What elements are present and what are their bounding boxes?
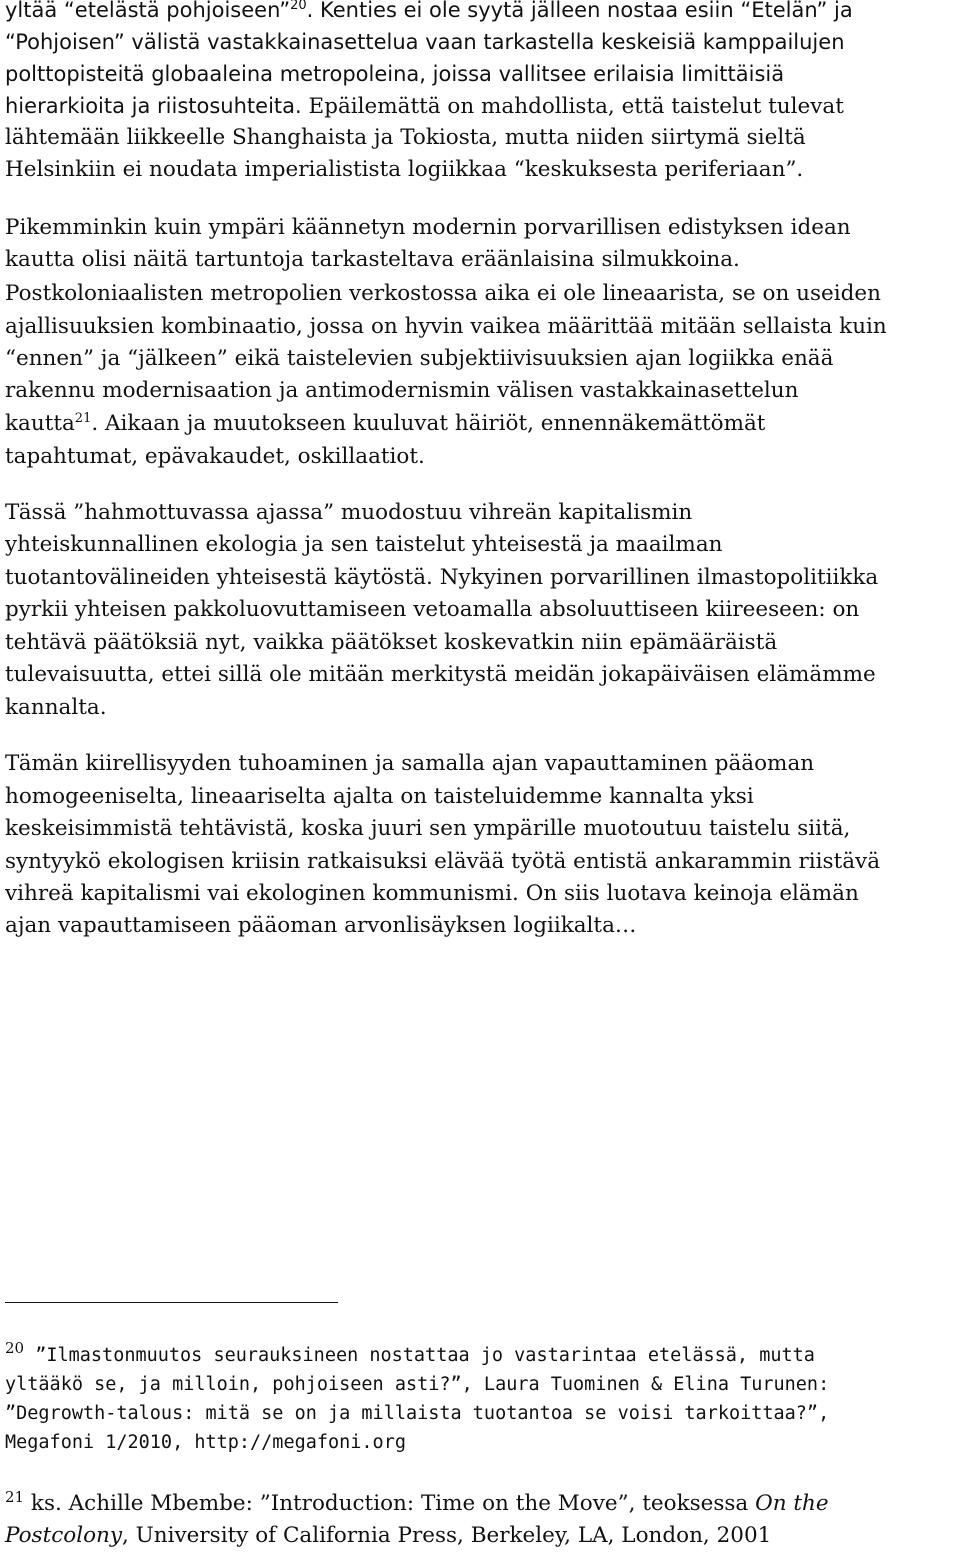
footnote-number: 21 — [5, 1488, 25, 1506]
text-line: keskeisimmistä tehtävistä, koska juuri sen ympärille muotoutuu taistelu siitä, — [5, 816, 851, 841]
text-span: hierarkioita ja riistosuhteita. — [5, 94, 302, 118]
text-line — [5, 90, 844, 123]
footnote-text: , University of California Press, Berkeley, LA, London, 2001 — [122, 1523, 772, 1548]
text-line: yhteiskunnallinen ekologia ja sen taistelut yhteisestä ja maailman — [5, 532, 723, 557]
text-line: tehtävä päätöksiä nyt, vaikka päätökset koskevatkin niin epämääräistä — [5, 630, 778, 655]
book-title: Postcolony — [5, 1523, 123, 1548]
text-line: ajallisuuksien kombinaatio, jossa on hyvin vaikea määrittää mitään sellaista kuin — [5, 314, 887, 339]
footnote-text: ks. Achille Mbembe: ”Introduction: Time on the Move”, teoksessa — [24, 1491, 756, 1516]
text-line: rakennu modernisaation ja antimodernismin välisen vastakkainasettelun — [5, 378, 799, 403]
footnote-text: ”Ilmastonmuutos seurauksineen nostattaa jo vastarintaa etelässä, mutta — [24, 1345, 815, 1366]
text-line: tulevaisuutta, ettei sillä ole mitään merkitystä meidän jokapäiväisen elämämme — [5, 662, 876, 687]
text-line — [5, 408, 765, 440]
text-line: Tämän kiirellisyyden tuhoaminen ja samalla ajan vapauttaminen pääoman — [5, 751, 815, 776]
text-span: kautta — [5, 411, 75, 436]
text-line: Helsinkiin ei noudata imperialistista logiikkaa “keskuksesta periferiaan”. — [5, 157, 804, 182]
text-line: kautta olisi näitä tartuntoja tarkasteltava eräänlaisina silmukkoina. — [5, 247, 740, 272]
text-line: kannalta. — [5, 695, 107, 720]
text-line: tapahtumat, epävakaudet, oskillaatiot. — [5, 444, 425, 469]
text-span: yltää “etelästä pohjoiseen” — [5, 0, 291, 22]
text-line: vihreä kapitalismi vai ekologinen kommunismi. On siis luotava keinoja elämän — [5, 881, 859, 906]
text-line: pyrkii yhteisen pakkoluovuttamiseen vetoamalla absoluuttiseen kiireeseen: on — [5, 597, 860, 622]
text-span: Epäilemättä on mahdollista, että taistelut tulevat — [301, 94, 844, 119]
footnote-ref-21[interactable]: 21 — [74, 411, 92, 426]
text-line: ajan vapauttamiseen pääoman arvonlisäyksen logiikalta… — [5, 913, 637, 938]
footnote-separator — [5, 1302, 338, 1303]
text-line: syntyykö ekologisen kriisin ratkaisuksi elävää työtä entistä ankarammin riistävä — [5, 849, 881, 874]
footnote-text: ”Degrowth-talous: mitä se on ja millaista tuotantoa se voisi tarkoittaa?”, — [5, 1403, 830, 1424]
text-line: “ennen” ja “jälkeen” eikä taistelevien subjektiivisuuksien ajan logiikka enää — [5, 346, 834, 371]
footnote-20 — [5, 1339, 815, 1370]
text-line: lähtemään liikkeelle Shanghaista ja Tokiosta, mutta niiden siirtymä sieltä — [5, 125, 806, 150]
text-line — [5, 0, 853, 26]
footnote-text: yltääkö se, ja milloin, pohjoiseen asti?”, Laura Tuominen & Elina Turunen: — [5, 1374, 830, 1395]
footnote-ref-20[interactable]: 20 — [290, 0, 307, 13]
text-line: homogeeniselta, lineaariselta ajalta on taisteluidemme kannalta yksi — [5, 784, 754, 809]
text-line: tuotantovälineiden yhteisestä käytöstä. Nykyinen porvarillinen ilmastopolitiikka — [5, 565, 879, 590]
book-title: On the — [755, 1491, 829, 1516]
text-line: polttopisteitä globaaleina metropoleina, joissa vallitsee erilaisia limittäisiä — [5, 62, 785, 86]
text-span: . Aikaan ja muutokseen kuuluvat häiriöt, ennennäkemättömät — [91, 411, 766, 436]
footnote-text — [5, 1520, 771, 1552]
text-line: Pikemminkin kuin ympäri käännetyn modernin porvarillisen edistyksen idean — [5, 215, 851, 240]
footnote-text: Megafoni 1/2010, http://megafoni.org — [5, 1432, 406, 1453]
text-line: Tässä ”hahmottuvassa ajassa” muodostuu vihreän kapitalismin — [5, 500, 693, 525]
text-span: . Kenties ei ole syytä jälleen nostaa esiin “Etelän” ja — [306, 0, 853, 22]
text-line: Postkoloniaalisten metropolien verkostossa aika ei ole lineaarista, se on useiden — [5, 281, 881, 306]
text-line: “Pohjoisen” välistä vastakkainasettelua vaan tarkastella keskeisiä kamppailujen — [5, 30, 845, 54]
footnote-21 — [5, 1488, 829, 1520]
footnote-number: 20 — [5, 1339, 25, 1357]
